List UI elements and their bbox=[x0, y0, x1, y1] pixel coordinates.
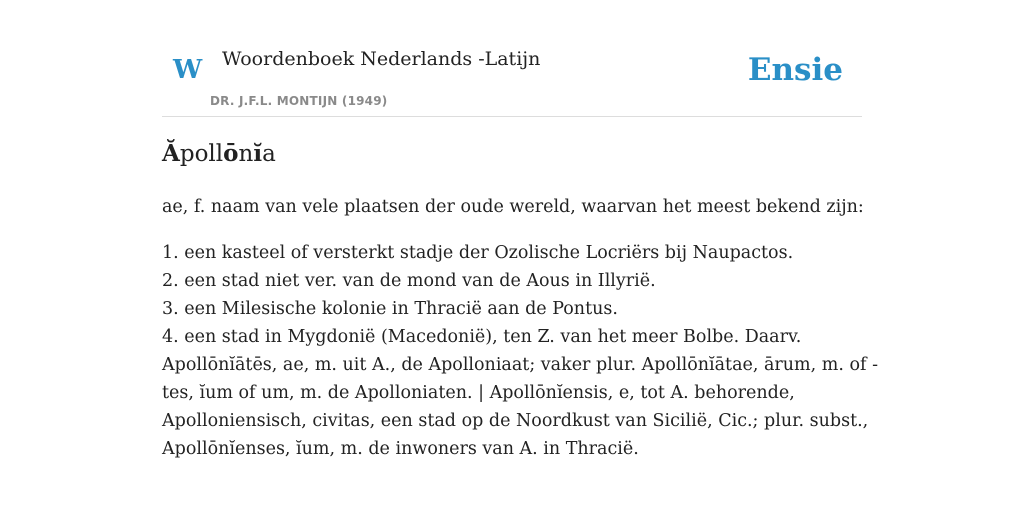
headword-part: a bbox=[262, 141, 276, 167]
definition-line: Apollōnĭātēs, ae, m. uit A., de Apolloniaat; vaker plur. Apollōnĭātae, ārum, m. of - bbox=[162, 355, 878, 375]
entry-definitions bbox=[162, 239, 878, 463]
headword-part: poll bbox=[179, 141, 224, 167]
definition-line: 3. een Milesische kolonie in Thracië aan de Pontus. bbox=[162, 299, 618, 319]
ensie-brand-logo[interactable]: Ensie bbox=[747, 52, 843, 88]
entry-header bbox=[162, 0, 862, 117]
headword-part: ō bbox=[223, 140, 239, 167]
entry-intro: ae, f. naam van vele plaatsen der oude wereld, waarvan het meest bekend zijn: bbox=[162, 197, 864, 217]
dictionary-author: DR. J.F.L. MONTIJN (1949) bbox=[210, 94, 388, 108]
headword-part: n bbox=[238, 141, 254, 167]
dictionary-logo[interactable]: W bbox=[173, 55, 203, 85]
definition-line: 4. een stad in Mygdonië (Macedonië), ten Z. van het meer Bolbe. Daarv. bbox=[162, 327, 802, 347]
definition-line: Apollōnĭenses, ĭum, m. de inwoners van A. in Thracië. bbox=[162, 439, 639, 459]
headword-part: Ă bbox=[162, 140, 180, 167]
definition-line: tes, ĭum of um, m. de Apolloniaten. | Apollōnĭensis, e, tot A. behorende, bbox=[162, 383, 795, 403]
definition-line: Apolloniensisch, civitas, een stad op de Noordkust van Sicilië, Cic.; plur. subst., bbox=[162, 411, 869, 431]
definition-line: 2. een stad niet ver. van de mond van de Aous in Illyrië. bbox=[162, 271, 656, 291]
headword-part: ĭ bbox=[253, 140, 263, 167]
definition-line: 1. een kasteel of versterkt stadje der Ozolische Locriërs bij Naupactos. bbox=[162, 243, 794, 263]
entry-headword bbox=[162, 138, 276, 170]
dictionary-title[interactable]: Woordenboek Nederlands -Latijn bbox=[222, 48, 541, 70]
dictionary-entry-card bbox=[162, 0, 878, 459]
